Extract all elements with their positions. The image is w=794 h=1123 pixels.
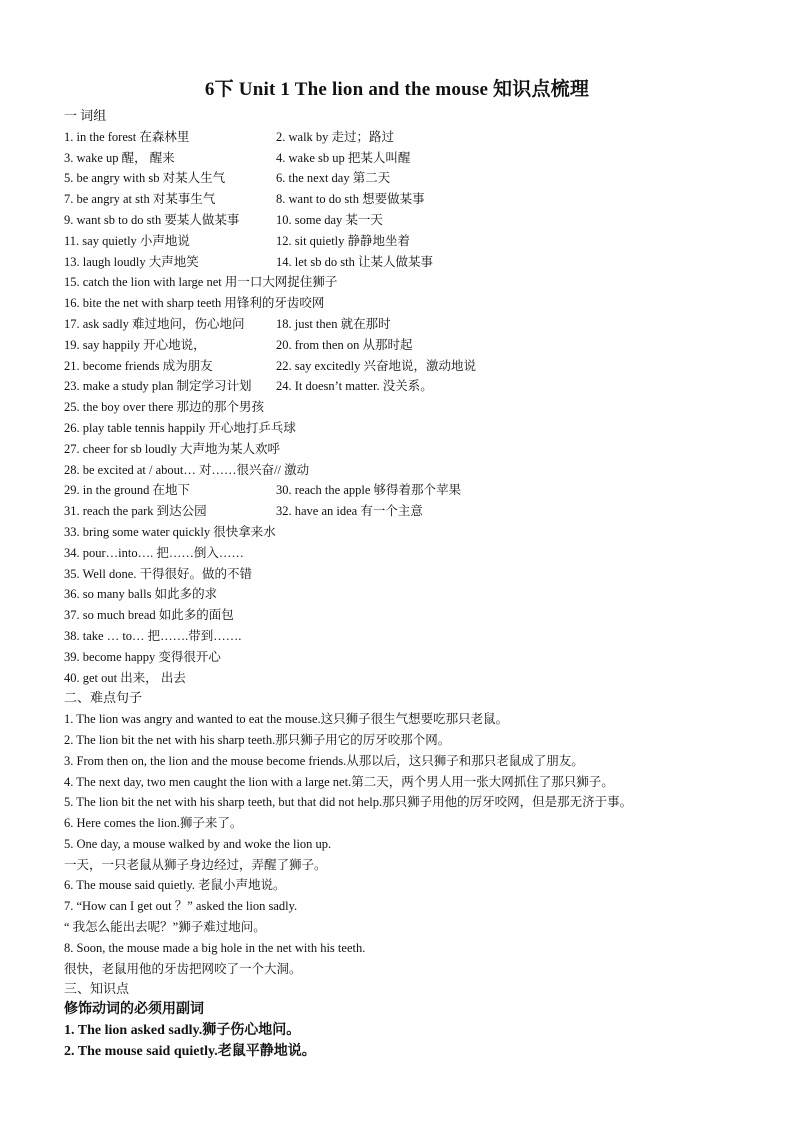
phrase-row	[64, 376, 764, 397]
phrase-row	[64, 189, 764, 210]
phrase-item: 26. play table tennis happily 开心地打乒乓球	[64, 420, 296, 435]
phrase-row	[64, 543, 764, 564]
phrase-item: 25. the boy over there 那边的那个男孩	[64, 400, 264, 415]
sentence-line: 6. Here comes the lion.狮子来了。	[64, 816, 243, 831]
phrase-item: 27. cheer for sb loudly 大声地为某人欢呼	[64, 441, 280, 456]
phrase-item: 33. bring some water quickly 很快拿来水	[64, 524, 276, 539]
phrase-row	[64, 168, 764, 189]
phrase-item: 2. walk by 走过；路过	[276, 129, 395, 144]
phrase-row	[64, 668, 764, 689]
phrase-item: 23. make a study plan 制定学习计划	[64, 379, 252, 394]
phrase-item: 35. Well done. 干得很好。做的不错	[64, 566, 252, 581]
phrase-row	[64, 335, 764, 356]
sentence-line: 8. Soon, the mouse made a big hole in the net with his teeth.	[64, 940, 366, 955]
sentence-line: 5. The lion bit the net with his sharp teeth, but that did not help.那只狮子用他的厉牙咬网，但是那无济于事。	[64, 795, 633, 810]
phrase-item: 7. be angry at sth 对某事生气	[64, 192, 216, 207]
phrase-row	[64, 148, 764, 169]
sentence-line: 2. The lion bit the net with his sharp teeth.那只狮子用它的厉牙咬那个网。	[64, 732, 451, 747]
phrase-row	[64, 356, 764, 377]
sentence-line: 5. One day, a mouse walked by and woke the lion up.	[64, 836, 332, 851]
knowledge-list	[64, 1021, 764, 1063]
phrase-row	[64, 460, 764, 481]
phrase-row	[64, 480, 764, 501]
phrase-row	[64, 501, 764, 522]
sentence-line: 7. “How can I get out ？” asked the lion sadly.	[64, 899, 298, 914]
phrase-item: 30. reach the apple 够得着那个苹果	[276, 483, 462, 498]
phrase-item: 31. reach the park 到达公园	[64, 504, 207, 519]
phrase-item: 29. in the ground 在地下	[64, 483, 191, 498]
sentence-line: “ 我怎么能出去呢？”狮子难过地问。	[64, 920, 266, 935]
phrase-item: 8. want to do sth 想要做某事	[276, 192, 425, 207]
knowledge-example: 1. The lion asked sadly.狮子伤心地问。	[64, 1023, 301, 1039]
sentence-line: 6. The mouse said quietly. 老鼠小声地说。	[64, 878, 286, 893]
phrase-item: 37. so much bread 如此多的面包	[64, 608, 234, 623]
phrase-row	[64, 584, 764, 605]
phrase-item: 22. say excitedly 兴奋地说，激动地说	[276, 358, 476, 373]
knowledge-example: 2. The mouse said quietly.老鼠平静地说。	[64, 1043, 316, 1059]
phrase-item: 19. say happily 开心地说，	[64, 337, 206, 352]
phrase-item: 40. get out 出来， 出去	[64, 670, 186, 685]
phrase-row	[64, 397, 764, 418]
phrase-row	[64, 293, 764, 314]
phrase-row	[64, 418, 764, 439]
phrase-item: 21. become friends 成为朋友	[64, 358, 213, 373]
sentence-line: 4. The next day, two men caught the lion with a large net.第二天，两个男人用一张大网抓住了那只狮子。	[64, 774, 614, 789]
phrase-row	[64, 252, 764, 273]
sentence-line: 1. The lion was angry and wanted to eat the mouse.这只狮子很生气想要吃那只老鼠。	[64, 712, 509, 727]
phrase-item: 32. have an idea 有一个主意	[276, 504, 423, 519]
phrase-item: 20. from then on 从那时起	[276, 337, 413, 352]
document-title: 6下 Unit 1 The lion and the mouse 知识点梳理	[204, 79, 590, 100]
phrase-item: 11. say quietly 小声地说	[64, 233, 190, 248]
phrase-item: 17. ask sadly 难过地问，伤心地问	[64, 316, 245, 331]
phrase-item: 14. let sb do sth 让某人做某事	[276, 254, 433, 269]
phrase-row	[64, 127, 764, 148]
phrase-row	[64, 564, 764, 585]
phrase-item: 36. so many balls 如此多的求	[64, 587, 218, 602]
phrase-item: 13. laugh loudly 大声地笑	[64, 254, 199, 269]
phrase-item: 9. want sb to do sth 要某人做某事	[64, 212, 240, 227]
section-heading-phrases: 一 词组	[64, 108, 107, 123]
phrase-item: 18. just then 就在那时	[276, 316, 391, 331]
phrase-item: 24. It doesn’t matter. 没关系。	[276, 379, 433, 394]
phrase-row	[64, 647, 764, 668]
phrase-item: 28. be excited at / about… 对……很兴奋// 激动	[64, 462, 310, 477]
phrase-row	[64, 522, 764, 543]
phrase-row	[64, 231, 764, 252]
phrase-item: 39. become happy 变得很开心	[64, 649, 221, 664]
phrase-item: 15. catch the lion with large net 用一口大网捉住狮子	[64, 275, 338, 290]
sentence-list	[64, 709, 764, 979]
phrase-row	[64, 314, 764, 335]
phrase-item: 16. bite the net with sharp teeth 用锋利的牙齿咬网	[64, 296, 325, 311]
phrase-row	[64, 272, 764, 293]
phrase-row	[64, 210, 764, 231]
knowledge-subheading: 修饰动词的必须用副词	[64, 1002, 204, 1018]
phrase-item: 34. pour…into…. 把……倒入……	[64, 545, 244, 560]
sentence-line: 3. From then on, the lion and the mouse become friends.从那以后，这只狮子和那只老鼠成了朋友。	[64, 753, 584, 768]
section-heading-sentences: 二、难点句子	[64, 690, 143, 706]
phrase-list	[64, 127, 764, 689]
phrase-row	[64, 439, 764, 460]
phrase-item: 3. wake up 醒， 醒来	[64, 150, 175, 165]
phrase-item: 6. the next day 第二天	[276, 171, 391, 186]
phrase-item: 38. take … to… 把…….带到…….	[64, 628, 242, 643]
phrase-row	[64, 626, 764, 647]
sentence-line: 一天，一只老鼠从狮子身边经过，弄醒了狮子。	[64, 857, 327, 872]
phrase-item: 1. in the forest 在森林里	[64, 129, 190, 144]
section-heading-knowledge: 三、知识点	[64, 981, 130, 997]
phrase-item: 10. some day 某一天	[276, 212, 383, 227]
phrase-row	[64, 605, 764, 626]
phrase-item: 12. sit quietly 静静地坐着	[276, 233, 411, 248]
phrase-item: 4. wake sb up 把某人叫醒	[276, 150, 411, 165]
document-content	[64, 106, 764, 1063]
sentence-line: 很快，老鼠用他的牙齿把网咬了一个大洞。	[64, 961, 302, 976]
phrase-item: 5. be angry with sb 对某人生气	[64, 171, 226, 186]
